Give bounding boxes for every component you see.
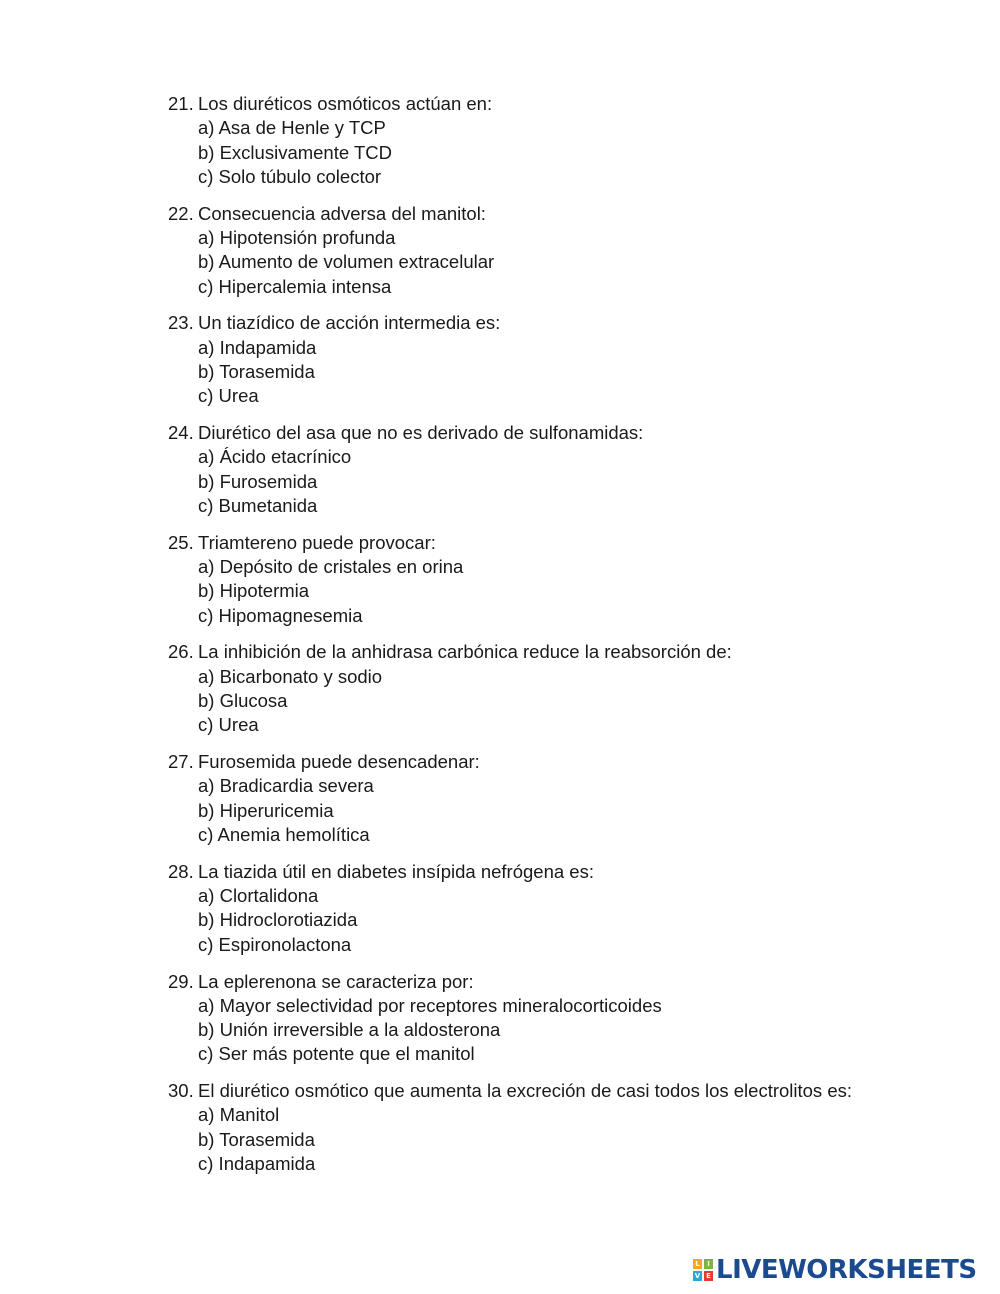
- question-number: 26.: [168, 641, 194, 663]
- answer-option: a) Asa de Henle y TCP: [198, 117, 386, 139]
- question-text: La inhibición de la anhidrasa carbónica reduce la reabsorción de:: [198, 641, 732, 663]
- answer-option: c) Urea: [198, 714, 259, 736]
- answer-option: c) Urea: [198, 385, 259, 407]
- question-number: 28.: [168, 860, 194, 882]
- answer-option: a) Hipotensión profunda: [198, 226, 396, 248]
- logo-blocks-icon: [693, 1259, 713, 1281]
- question-29: [168, 970, 948, 1067]
- question-25: [168, 531, 948, 628]
- question-text: La eplerenona se caracteriza por:: [198, 970, 474, 992]
- answer-option: c) Hipomagnesemia: [198, 604, 363, 626]
- answer-option: c) Solo túbulo colector: [198, 165, 382, 187]
- answer-option: a) Bicarbonato y sodio: [198, 665, 383, 687]
- question-stem: [168, 202, 948, 226]
- logo-text: LIVEWORKSHEETS: [716, 1255, 977, 1285]
- liveworksheets-logo: [693, 1253, 977, 1287]
- question-stem: [168, 860, 948, 884]
- answer-option: b) Furosemida: [198, 470, 318, 492]
- answer-option: b) Torasemida: [198, 1128, 315, 1150]
- answer-option: b) Exclusivamente TCD: [198, 141, 392, 163]
- answer-option: b) Torasemida: [198, 360, 315, 382]
- question-27: [168, 750, 948, 847]
- answer-option: a) Indapamida: [198, 336, 317, 358]
- question-stem: [168, 970, 948, 994]
- question-stem: [168, 750, 948, 774]
- question-number: 25.: [168, 531, 194, 553]
- question-number: 29.: [168, 970, 194, 992]
- answer-option: a) Ácido etacrínico: [198, 446, 352, 468]
- answer-option: c) Ser más potente que el manitol: [198, 1043, 475, 1065]
- question-text: Furosemida puede desencadenar:: [198, 751, 480, 773]
- question-stem: [168, 531, 948, 555]
- answer-option: a) Mayor selectividad por receptores mineralocorticoides: [198, 994, 662, 1016]
- answer-option: b) Glucosa: [198, 690, 288, 712]
- question-text: Un tiazídico de acción intermedia es:: [198, 312, 501, 334]
- question-text: El diurético osmótico que aumenta la excreción de casi todos los electrolitos es:: [198, 1080, 853, 1102]
- question-26: [168, 640, 948, 737]
- question-text: Consecuencia adversa del manitol:: [198, 202, 486, 224]
- question-number: 30.: [168, 1080, 194, 1102]
- answer-option: b) Hidroclorotiazida: [198, 909, 358, 931]
- question-number: 27.: [168, 751, 194, 773]
- question-24: [168, 421, 948, 518]
- logo-block: E: [704, 1271, 713, 1281]
- question-stem: [168, 311, 948, 335]
- logo-block: I: [704, 1259, 713, 1269]
- question-stem: [168, 421, 948, 445]
- question-text: Diurético del asa que no es derivado de sulfonamidas:: [198, 422, 644, 444]
- answer-option: b) Aumento de volumen extracelular: [198, 251, 495, 273]
- logo-block: L: [693, 1259, 702, 1269]
- answer-option: c) Indapamida: [198, 1153, 316, 1175]
- answer-option: a) Manitol: [198, 1104, 280, 1126]
- question-number: 22.: [168, 202, 194, 224]
- question-23: [168, 311, 948, 408]
- question-21: [168, 92, 948, 189]
- answer-option: b) Unión irreversible a la aldosterona: [198, 1019, 501, 1041]
- question-text: Triamtereno puede provocar:: [198, 531, 436, 553]
- question-30: [168, 1079, 948, 1176]
- answer-option: c) Anemia hemolítica: [198, 824, 370, 846]
- answer-option: c) Espironolactona: [198, 933, 352, 955]
- answer-option: a) Depósito de cristales en orina: [198, 556, 464, 578]
- question-stem: [168, 640, 948, 664]
- question-number: 23.: [168, 312, 194, 334]
- logo-block: V: [694, 1272, 701, 1280]
- answer-option: c) Hipercalemia intensa: [198, 275, 392, 297]
- question-22: [168, 202, 948, 299]
- question-list: [168, 92, 948, 1189]
- question-stem: [168, 1079, 948, 1103]
- answer-option: a) Clortalidona: [198, 885, 319, 907]
- answer-option: b) Hipotermia: [198, 580, 310, 602]
- question-stem: [168, 92, 948, 116]
- question-text: La tiazida útil en diabetes insípida nefrógena es:: [198, 860, 594, 882]
- answer-option: b) Hiperuricemia: [198, 799, 334, 821]
- question-number: 21.: [168, 93, 194, 114]
- answer-option: a) Bradicardia severa: [198, 775, 374, 797]
- answer-option: c) Bumetanida: [198, 494, 318, 516]
- question-28: [168, 860, 948, 957]
- question-text: Los diuréticos osmóticos actúan en:: [198, 93, 493, 114]
- question-number: 24.: [168, 422, 194, 444]
